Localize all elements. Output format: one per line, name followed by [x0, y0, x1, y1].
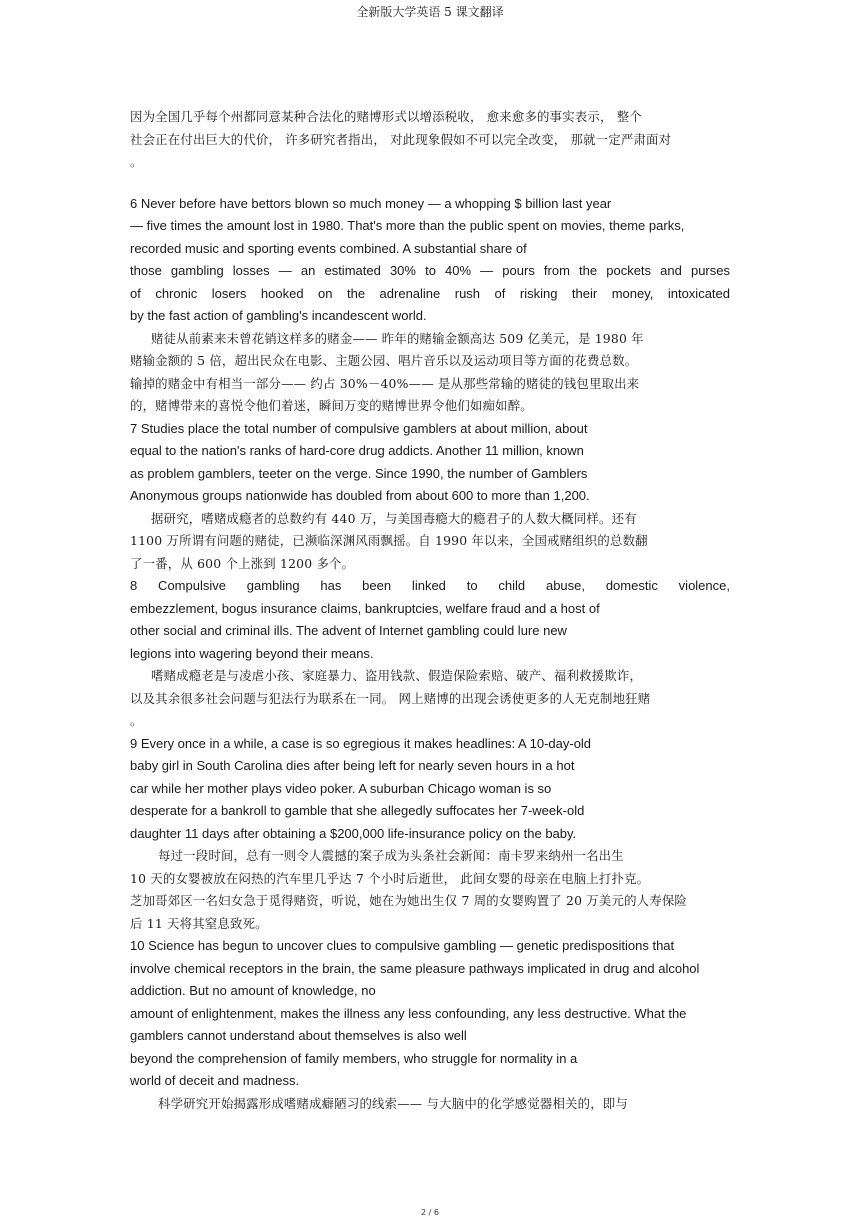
chinese-text-line: 。 — [130, 713, 143, 728]
english-text-line: Anonymous groups nationwide has doubled from about 600 to more than 1,200. — [130, 488, 590, 503]
english-text-line: by the fast action of gambling's incandescent world. — [130, 308, 427, 323]
english-text-line: car while her mother plays video poker. A suburban Chicago woman is so — [130, 780, 552, 796]
chinese-text-line: 社会正在付出巨大的代价， 许多研究者指出， 对此现象假如不可以完全改变， 那就一定严肃面对 — [130, 131, 672, 147]
english-text-line: addiction. But no amount of knowledge, no — [130, 983, 376, 998]
english-text-line: desperate for a bankroll to gamble that she allegedly suffocates her 7-week-old — [130, 803, 585, 818]
english-text-line: beyond the comprehension of family members, who struggle for normality in a — [130, 1050, 578, 1066]
english-text-line: 10 Science has begun to uncover clues to compulsive gambling — genetic predispositions that — [130, 938, 675, 953]
chinese-text-line: 芝加哥郊区一名妇女急于觅得赌资，听说，她在为她出生仅 7 周的女婴购置了 20 万美元的人寿保险 — [130, 893, 688, 908]
english-text-line: gamblers cannot understand about themselves is also well — [130, 1028, 467, 1043]
chinese-text-line: 每过一段时间，总有一则令人震撼的案子成为头条社会新闻：南卡罗来纳州一名出生 — [158, 848, 624, 863]
english-text-line: as problem gamblers, teeter on the verge. Since 1990, the number of Gamblers — [130, 465, 588, 481]
english-text-line: 6 Never before have bettors blown so much money — a whopping $ billion last year — [130, 195, 612, 211]
chinese-text-line: 。 — [130, 154, 143, 169]
english-text-line: 8 Compulsive gambling has been linked to child abuse, domestic violence, — [130, 578, 730, 593]
chinese-text-line: 据研究，嗜赌成瘾者的总数约有 440 万，与美国毒瘾大的瘾君子的人数大概同样。还有 — [151, 510, 637, 526]
english-text-line: embezzlement, bogus insurance claims, bankruptcies, welfare fraud and a host of — [130, 600, 600, 616]
page-number: 2 / 6 — [421, 1208, 439, 1217]
chinese-text-line: 输掉的赌金中有相当一部分—— 约占 30%－40%—— 是从那些常输的赌徒的钱包里取出来 — [130, 375, 640, 391]
english-text-line: 7 Studies place the total number of compulsive gamblers at about million, about — [130, 420, 588, 436]
english-text-line: amount of enlightenment, makes the illness any less confounding, any less destructive. What the — [130, 1005, 687, 1021]
chinese-text-line: 的，赌博带来的喜悦令他们着迷，瞬间万变的赌博世界令他们如痴如醉。 — [130, 398, 533, 413]
english-text-line: 9 Every once in a while, a case is so egregious it makes headlines: A 10-day-old — [130, 735, 592, 751]
paragraph-gap — [130, 174, 730, 193]
chinese-text-line: 嗜赌成瘾老是与凌虐小孩、家庭暴力、盗用钱款、假造保险索赔、破产、福利救援欺诈， — [151, 668, 643, 683]
english-text-line: daughter 11 days after obtaining a $200,000 life-insurance policy on the baby. — [130, 825, 577, 841]
english-text-line: those gambling losses — an estimated 30% to 40% — pours from the pockets and purses — [130, 263, 730, 278]
chinese-text-line: 科学研究开始揭露形成嗜赌成癖陋习的线索—— 与大脑中的化学感觉器相关的，即与 — [158, 1095, 628, 1111]
english-text-line: baby girl in South Carolina dies after being left for nearly seven hours in a hot — [130, 758, 575, 773]
chinese-text-line: 赌输金额的 5 倍，超出民众在电影、主题公园、唱片音乐以及运动项目等方面的花费总数。 — [130, 353, 638, 368]
english-text-line: legions into wagering beyond their means. — [130, 645, 374, 661]
chinese-text-line: 10 天的女婴被放在闷热的汽车里几乎达 7 个小时后逝世， 此间女婴的母亲在电脑上打扑克。 — [130, 870, 650, 886]
english-text-line: involve chemical receptors in the brain, the same pleasure pathways implicated in drug and alcohol — [130, 960, 700, 976]
chinese-text-line: 赌徒从前素来未曾花销这样多的赌金—— 昨年的赌输金额高达 509 亿美元，是 1980 年 — [151, 330, 644, 346]
page-header: 全新版大学英语 5 课文翻译 — [356, 5, 504, 19]
english-text-line: recorded music and sporting events combined. A substantial share of — [130, 240, 527, 256]
english-text-line: world of deceit and madness. — [130, 1073, 300, 1088]
chinese-text-line: 1100 万所谓有问题的赌徒，已濒临深渊风雨飘摇。自 1990 年以来，全国戒赌组织的总数翻 — [130, 533, 648, 548]
chinese-text-line: 以及其余很多社会问题与犯法行为联系在一同。 网上赌博的出现会诱使更多的人无克制地狂赌 — [130, 690, 651, 706]
english-text-line: equal to the nation's ranks of hard-core drug addicts. Another 11 million, known — [130, 443, 584, 458]
chinese-text-line: 后 11 天将其窒息致死。 — [130, 915, 268, 931]
document-body — [130, 106, 730, 1115]
english-text-line: — five times the amount lost in 1980. That's more than the public spent on movies, theme parks, — [130, 218, 685, 233]
english-text-line: of chronic losers hooked on the adrenaline rush of risking their money, intoxicated — [130, 285, 730, 301]
english-text-line: other social and criminal ills. The advent of Internet gambling could lure new — [130, 623, 567, 638]
chinese-text-line: 因为全国几乎每个州都同意某种合法化的赌博形式以增添税收， 愈来愈多的事实表示， 整个 — [130, 109, 642, 124]
chinese-text-line: 了一番，从 600 个上涨到 1200 多个。 — [130, 555, 355, 571]
